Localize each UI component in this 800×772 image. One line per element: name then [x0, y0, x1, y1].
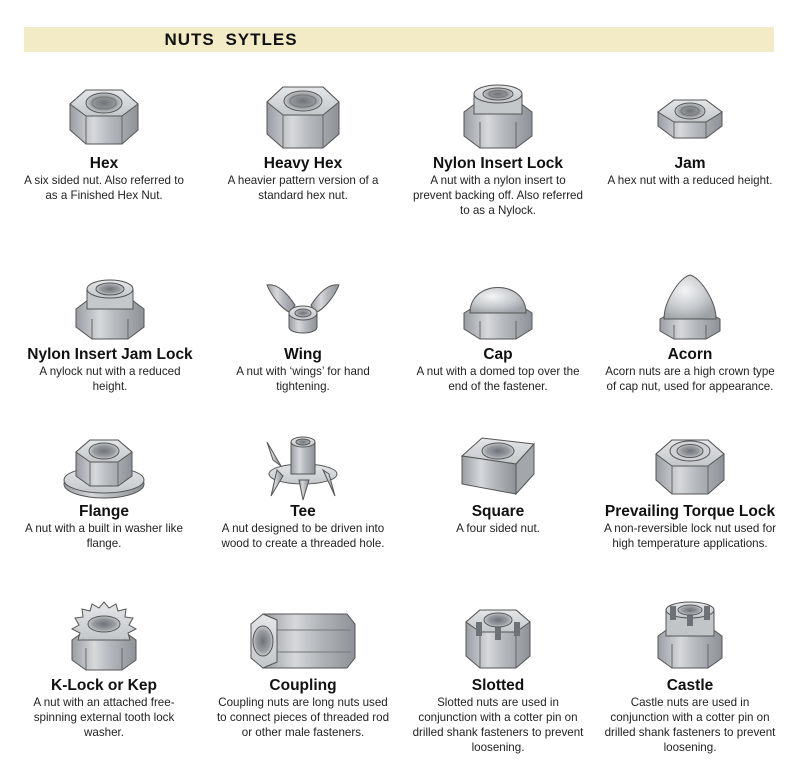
nut-card-prevailing-torque-lock — [590, 430, 790, 551]
nut-card-nylon-insert-lock — [398, 82, 598, 218]
nut-description: A nut designed to be driven into wood to create a threaded hole. — [221, 522, 385, 550]
nut-description: A nut with a nylon insert to prevent backing off. Also referred to as a Nylock. — [413, 174, 583, 217]
nut-description: Acorn nuts are a high crown type of cap nut, used for appearance. — [605, 365, 775, 393]
nylon-insert-jam-lock-nut-icon — [70, 273, 150, 345]
nut-card-square — [398, 430, 598, 536]
nut-name: Slotted — [471, 677, 525, 694]
k-lock-nut-icon — [64, 600, 144, 676]
nut-description: Slotted nuts are used in conjunction with a cotter pin on drilled shank fasteners to prevent loosening. — [412, 696, 584, 754]
nut-name: Nylon Insert Lock — [432, 155, 564, 172]
nut-name: Nylon Insert Jam Lock — [27, 346, 193, 363]
nut-name: Cap — [483, 346, 513, 363]
wing-nut-icon — [263, 273, 343, 345]
nut-description: Castle nuts are used in conjunction with a cotter pin on drilled shank fasteners to prevent loosening. — [604, 696, 776, 754]
page-title: NUTS SYTLES — [164, 30, 298, 49]
nut-name: K-Lock or Kep — [51, 677, 157, 694]
tee-nut-icon — [263, 430, 343, 502]
coupling-nut-icon — [243, 600, 363, 676]
nut-card-flange — [4, 430, 204, 551]
nut-card-cap — [398, 273, 598, 394]
nut-name: Tee — [290, 503, 316, 520]
nut-description: A heavier pattern version of a standard hex nut. — [227, 174, 379, 202]
nut-card-acorn — [590, 273, 790, 394]
nut-description: Coupling nuts are long nuts used to connect pieces of threaded rod or other male fasteners. — [216, 696, 390, 739]
nut-description: A nylock nut with a reduced height. — [39, 365, 181, 393]
nut-card-jam — [590, 82, 790, 188]
nut-name: Acorn — [667, 346, 713, 363]
jam-nut-icon — [650, 82, 730, 154]
nut-card-hex — [4, 82, 204, 203]
nut-description: A non-reversible lock nut used for high temperature applications. — [603, 522, 777, 550]
heavy-hex-nut-icon — [263, 82, 343, 154]
nut-description: A six sided nut. Also referred to as a Finished Hex Nut. — [24, 174, 184, 202]
nut-description: A hex nut with a reduced height. — [607, 174, 773, 187]
nut-name: Jam — [674, 155, 706, 172]
nylon-insert-lock-nut-icon — [458, 82, 538, 154]
nut-card-nylon-insert-jam-lock — [10, 273, 210, 394]
nut-name: Heavy Hex — [263, 155, 343, 172]
nut-card-castle — [590, 600, 790, 755]
nut-card-heavy-hex — [203, 82, 403, 203]
nut-name: Square — [471, 503, 525, 520]
nut-card-wing — [203, 273, 403, 394]
hex-nut-icon — [64, 82, 144, 154]
acorn-nut-icon — [650, 273, 730, 345]
nut-description: A nut with a domed top over the end of the fastener. — [416, 365, 580, 393]
square-nut-icon — [458, 430, 538, 502]
nut-card-slotted — [398, 600, 598, 755]
castle-nut-icon — [650, 600, 730, 676]
cap-nut-icon — [458, 273, 538, 345]
slotted-nut-icon — [458, 600, 538, 676]
nut-name: Flange — [79, 503, 129, 520]
nut-name: Hex — [89, 155, 119, 172]
flange-nut-icon — [62, 430, 146, 502]
nut-name: Castle — [666, 677, 714, 694]
nut-card-tee — [203, 430, 403, 551]
title-banner — [24, 27, 774, 52]
nut-card-k-lock — [4, 600, 204, 740]
nut-name: Wing — [284, 346, 322, 363]
prevailing-torque-lock-nut-icon — [650, 430, 730, 502]
nut-description: A four sided nut. — [456, 522, 540, 535]
nut-description: A nut with a built in washer like flange. — [25, 522, 183, 550]
nut-description: A nut with ‘wings’ for hand tightening. — [236, 365, 370, 393]
nut-card-coupling — [203, 600, 403, 740]
nut-description: A nut with an attached free-spinning external tooth lock washer. — [33, 696, 175, 739]
nut-name: Coupling — [269, 677, 337, 694]
nut-name: Prevailing Torque Lock — [604, 503, 776, 520]
